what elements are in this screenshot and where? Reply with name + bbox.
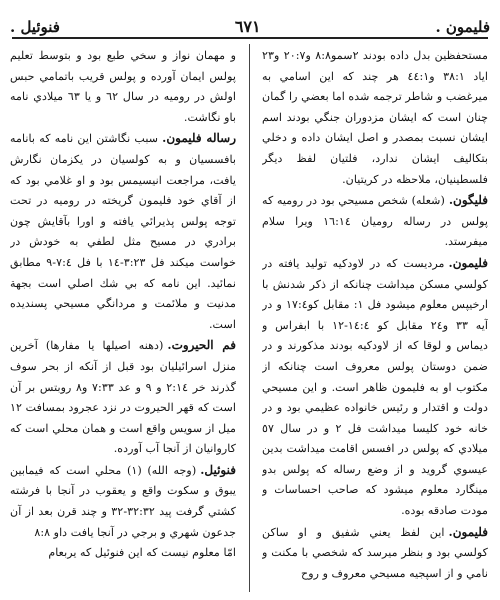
right-paragraph-1 bbox=[262, 46, 488, 190]
right-paragraph-3 bbox=[262, 253, 488, 522]
entry-heading: فليگون. bbox=[448, 193, 488, 208]
entry-text: (دهنه اصيلها يا مفارها) آخرين منزل اسرائيليان بود قبل از آنكه از بحر سوف گذرند خر ٢:١٤ و ٩ و عد ٧:٣٣ و٨ روبتس بر آن است كه قهر الحيروت در نزد عجرود بمسافت ١٢ ميل از سويس واقع است و همان محلي است كه كاروانيان از آنجا آب آورده. bbox=[10, 339, 236, 456]
left-running-title: فنوئيل . bbox=[10, 18, 60, 36]
entry-text: مرديست كه در لاودكيه توليد يافته در كولسي مسكن ميداشت چنانكه از ذكر شدنش با ارخيپس معلوم ميشود فل ١: مقابل كو١٧:٤ و در آيه ٣٣ و٢٤ مقابل كو ١٤:٤-١٢ با ابفراس و ديماس و لوقا كه از لاودكيه بودند مذكورند و در ضمن دوستان پولس معروف است چنانكه از مكتوب او به فليمون ظاهر است. و اين مسيحي دولت و اقتدار و رئيس خانواده عظيمي بود و در خانه خود كليسا ميداشت فل ٢ و در سال ٥٧ ميلادي كه پولس در افسس اقامت ميداشت بدين عيسوي گرويد و از وضع رساله كه پولس بدو مينگارد معلوم ميشود كه صاحب احساسات و مودت صادقه بوده. bbox=[262, 256, 488, 518]
right-column bbox=[262, 46, 488, 594]
right-paragraph-2 bbox=[262, 190, 488, 253]
entry-text: مستحفظين بدل داده بودند ٢سمو٨:٨ و٢٠:٧ و٢٣ اياد ٣٨:١ و٤٤:١ هر چند كه اين اسامي به ميرغضب و شاطر ترجمه شده اما بعضي را گمان چنان است كه ايشان مزدوران جنگي بودند اسم ايشان نسبت بمصدر و اصل ايشان داده و دخلي بتكاليف ايشان ندارد، فلتيان لفظ ديگر فلسطينيان، ملاحظه در كريتيان. bbox=[262, 49, 488, 186]
column-divider bbox=[249, 44, 250, 592]
left-paragraph-3 bbox=[10, 335, 236, 460]
entry-heading: فنوئيل. bbox=[200, 462, 236, 477]
entry-text: (شعله) شخص مسيحي بود در روميه كه پولس در رساله روميان ١٦:١٤ ويرا سلام ميفرستد. bbox=[262, 194, 488, 249]
left-paragraph-2 bbox=[10, 128, 236, 335]
right-paragraph-4 bbox=[262, 522, 488, 585]
page-number: ٦٧١ bbox=[234, 17, 261, 36]
entry-text: و مهمان نواز و سخي طبع بود و بتوسط تعليم پولس ايمان آورده و پولس قريب باتمامي حبس اولش در روميه در سال ٦٢ و يا ٦٣ ميلادي نامه باو نگاشت. bbox=[10, 49, 236, 124]
entry-text: سبب نگاشتن اين نامه كه بانامه بافسسيان و به كولسيان در يكزمان نگارش يافت، مراجعت انيسيمس بود و او غلامي بود كه از آقاي خود فليمون گريخته در روميه در تحت توجه پولس پذيرائي يافته و اورا بآقايش چون برادري در مسيح مثل لطفي به خودش در خواست ميكند فل ٣:٢٣-١٤ با فل ٧:٤-٩ مطابق نمائيد. اين نامه كه بي شك اصلي است بجهة مدنيت و ملائمت و مردانگي مسيحي پسنديده است. bbox=[10, 132, 236, 331]
entry-heading: فليمون. bbox=[448, 524, 488, 539]
left-paragraph-5 bbox=[10, 543, 236, 564]
left-paragraph-1 bbox=[10, 46, 236, 128]
entry-heading: فليمون. bbox=[448, 255, 488, 270]
entry-heading: فم الحيروت. bbox=[167, 338, 236, 353]
header-rule bbox=[12, 37, 488, 39]
entry-heading: رساله فليمون. bbox=[162, 131, 236, 146]
entry-text: (وجه الله) (١) محلي است كه فيمابين يبوق و سكوت واقع و يعقوب در آنجا با فرشته كشتي گرفت پيد ٣٢:٣٢-٣٢ و چند قرن بعد از آن جدعون شهري و برجي در آنجا يافت داو ٨:٨ bbox=[10, 463, 236, 539]
left-column bbox=[10, 46, 236, 594]
left-paragraph-4 bbox=[10, 460, 236, 543]
running-header bbox=[10, 6, 490, 36]
right-running-title: فليمون . bbox=[435, 18, 490, 36]
entry-text: امّا معلوم نيست كه اين فنوئيل كه يربعام bbox=[48, 546, 236, 560]
entry-text: اين لفظ يعني شفيق و او ساكن كولسي بود و بنظر ميرسد كه شخصي با مكنت و نامي و از اسپجيه مسيحي معروف و روح bbox=[262, 525, 488, 580]
